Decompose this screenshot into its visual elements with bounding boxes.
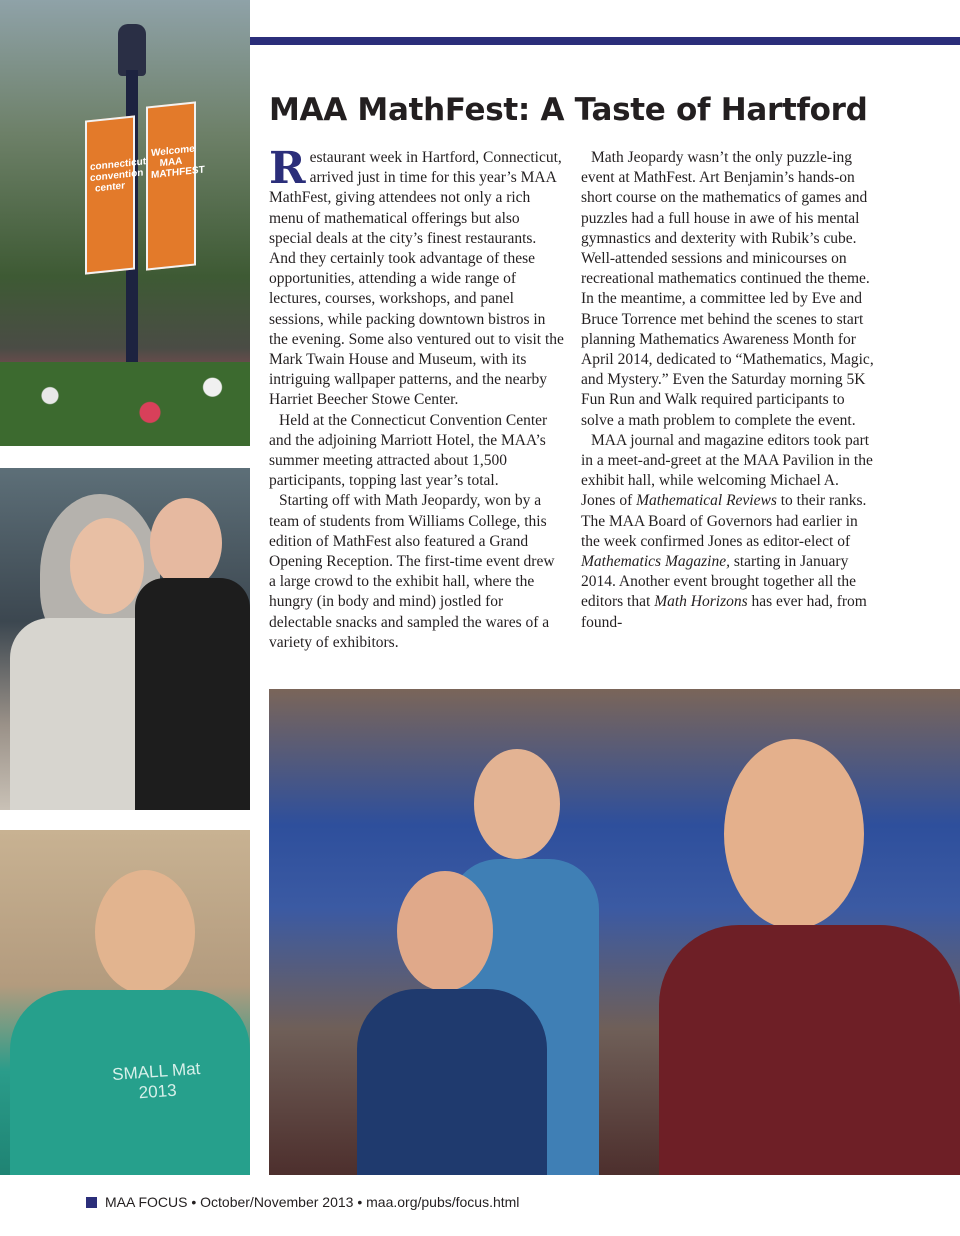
photo-crowd-reception <box>269 689 960 1175</box>
text-run: has ever had, from found- <box>581 593 867 631</box>
woman-face <box>70 518 144 614</box>
shirt-text: SMALL Mat 2013 <box>111 1058 201 1103</box>
footer-text: MAA FOCUS • October/November 2013 • maa.org/pubs/focus.html <box>105 1194 520 1210</box>
lamp-head <box>118 24 146 76</box>
text-run: MAA journal and magazine editors took part in a meet-and-greet at the MAA Pavilion in the exhibit hall, while welcoming Michael A. Jones of <box>581 431 873 510</box>
italic-title: Math Horizons <box>654 593 748 611</box>
paragraph: Starting off with Math Jeopardy, won by a team of students from Williams College, this edition of MathFest also featured a Grand Opening Reception. The first-time event drew a large crowd to the exhibit hall, where the hungry (in body and mind) jostled for delectable snacks and sampled the wares of a variety of exhibitors. <box>269 492 555 651</box>
drop-cap: R <box>269 143 306 194</box>
man-face <box>150 498 222 588</box>
man-jacket <box>135 578 250 810</box>
article-column-left <box>269 143 565 653</box>
paragraph: Held at the Connecticut Convention Center and the adjoining Marriott Hotel, the MAA’s summer meeting attracted about 1,500 participants, topping last year’s total. <box>269 411 548 490</box>
text-run: starting in January 2014. Another event brought together all the editors that <box>581 553 857 611</box>
woman-glasses-face <box>397 871 493 991</box>
article-column-right <box>581 148 877 633</box>
banner-mathfest <box>146 101 205 270</box>
student-face <box>95 870 195 994</box>
paragraph-text: estaurant week in Hartford, Connecticut, arrived just in time for this year’s MAA MathFest, giving attendees not only a rich menu of mathematical offerings but also special deals at the city’s finest restaurants. And they certainly took advantage of these opportunities, attending a wide range of lectures, courses, workshops, and panel sessions, while packing downtown bistros in the evening. Some also ventured out to visit the Mark Twain House and Museum, with its intriguing wallpaper patterns, and the nearby Harriet Beecher Stowe Center. <box>269 149 564 409</box>
woman-laughing-face <box>474 749 560 859</box>
page-footer <box>86 1194 519 1210</box>
flower-bed <box>0 362 250 446</box>
photo-attendees-couple <box>0 468 250 810</box>
banner-right-text: Welcome MAA MATHFEST <box>151 143 205 182</box>
paragraph <box>581 431 877 633</box>
article-title: MAA MathFest: A Taste of Hartford <box>269 92 868 128</box>
photo-street-banner <box>0 0 250 446</box>
man-bearded-face <box>724 739 864 929</box>
man-red-shirt <box>659 925 960 1175</box>
italic-title: Mathematics Magazine, <box>581 553 730 571</box>
footer-square-icon <box>86 1197 97 1208</box>
photo-student <box>0 830 250 1175</box>
banner-convention-center <box>85 115 147 274</box>
banner-left-text: connecticut convention center <box>90 156 147 195</box>
text-run: to their ranks. The MAA Board of Governors had earlier in the week confirmed Jones as editor-elect of <box>581 492 867 550</box>
paragraph: Math Jeopardy wasn’t the only puzzle-ing event at MathFest. Art Benjamin’s hands-on short course on the mathematics of games and puzzles had a full house in awe of his mental gymnastics and dexterity with Rubik’s cube. Well-attended sessions and minicourses on recreational mathematics continued the theme. In the meantime, a committee led by Eve and Bruce Torrence met behind the scenes to start planning Mathematics Awareness Month for April 2014, dedicated to “Mathematics, Magic, and Mystery.” Even the Saturday morning 5K Fun Run and Walk required participants to solve a math problem to complete the event. <box>581 149 874 429</box>
paragraph <box>269 143 565 411</box>
italic-title: Mathematical Reviews <box>636 492 777 510</box>
woman-dress <box>357 989 547 1175</box>
